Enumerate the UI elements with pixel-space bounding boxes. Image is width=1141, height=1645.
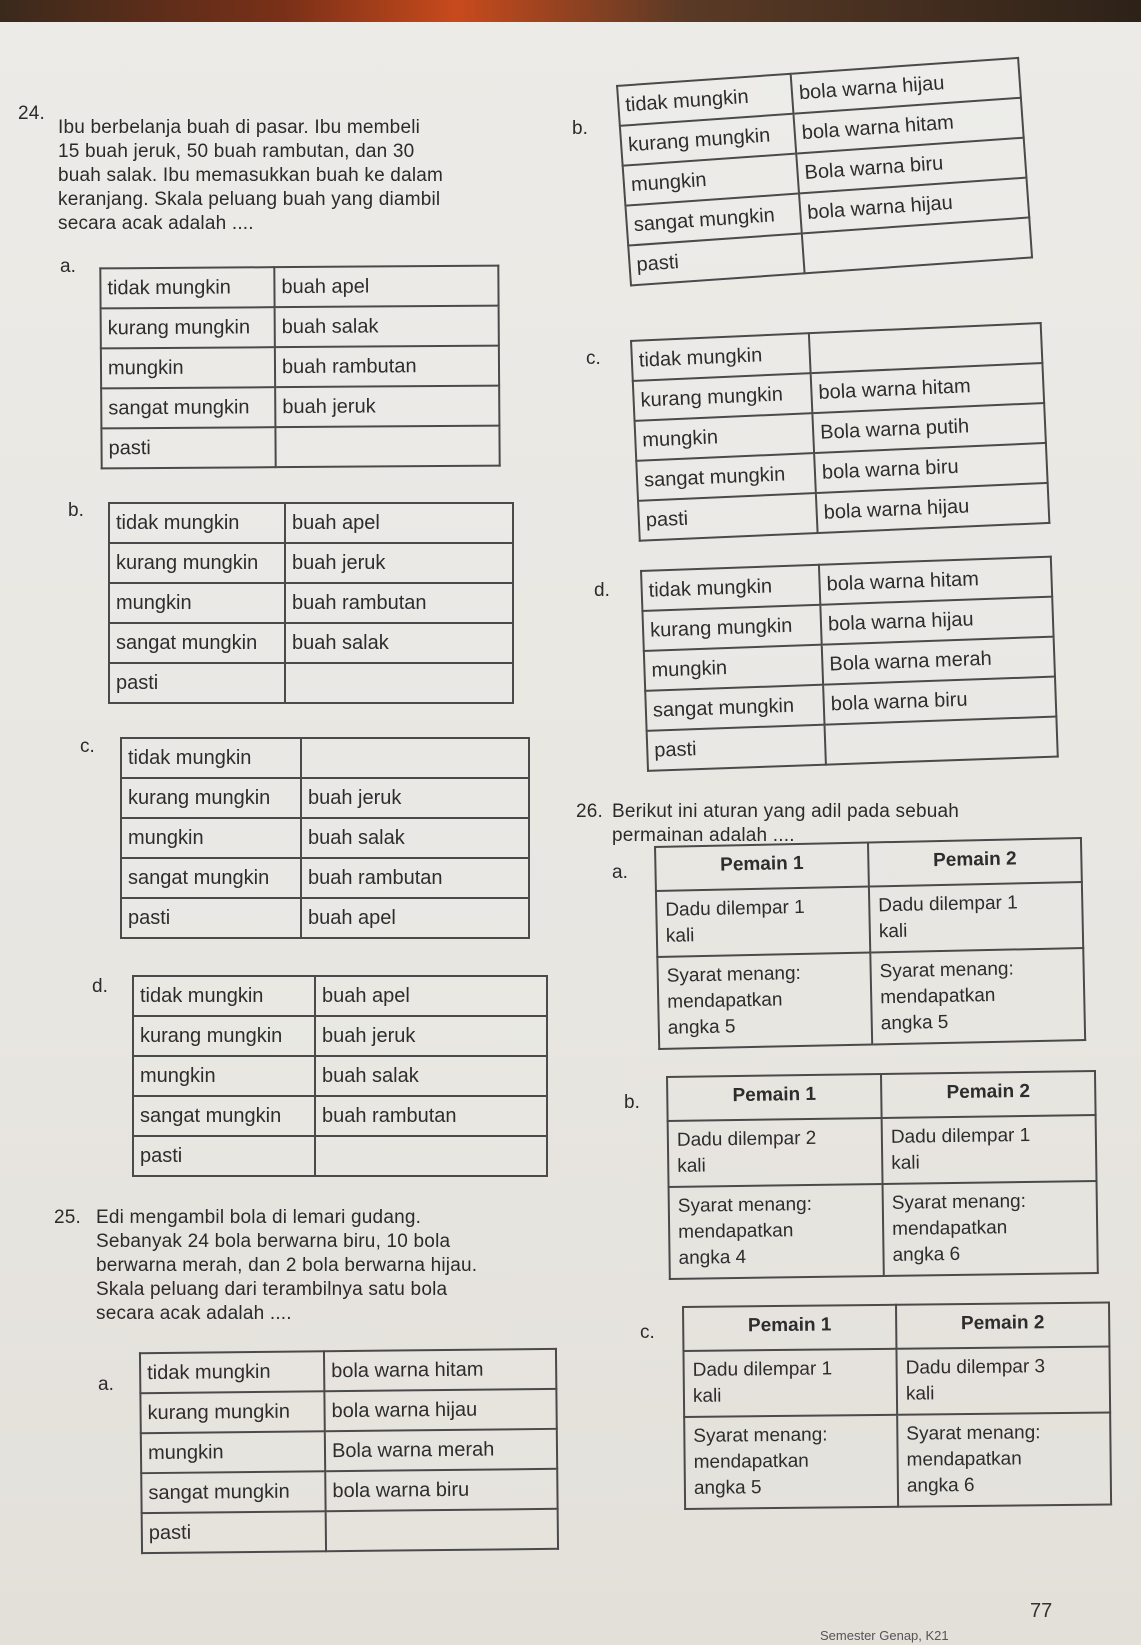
scale-value: buah apel (274, 266, 498, 308)
scale-value: bola warna hitam (819, 557, 1052, 605)
question-26-number: 26. (576, 801, 604, 822)
rule-cell: Dadu dilempar 1 kali (882, 1115, 1097, 1184)
table-row (121, 898, 529, 938)
scale-label: kurang mungkin (109, 543, 285, 583)
table-row (133, 1096, 547, 1136)
scale-label: kurang mungkin (133, 1016, 315, 1056)
scale-value: buah jeruk (301, 778, 529, 818)
scale-value: bola warna hijau (791, 58, 1021, 114)
q24-option-c-table[interactable] (120, 737, 530, 939)
q26-option-b-table[interactable] (666, 1070, 1099, 1280)
rule-cell: Syarat menang: mendapatkan angka 6 (883, 1181, 1098, 1276)
top-edge-photo-strip (0, 0, 1141, 22)
scale-value: buah salak (315, 1056, 547, 1096)
scale-value (315, 1136, 547, 1176)
table-row (109, 663, 513, 703)
scale-label: tidak mungkin (140, 1351, 324, 1393)
q25-option-b-label: b. (572, 118, 588, 139)
scale-value: buah jeruk (315, 1016, 547, 1056)
scale-value: bola warna hitam (811, 363, 1045, 413)
table-row (101, 426, 499, 469)
player-1-header: Pemain 1 (683, 1305, 896, 1351)
q24-option-d-label: d. (92, 976, 108, 997)
scale-value (301, 738, 529, 778)
q26-option-c-table[interactable] (682, 1302, 1112, 1510)
scale-label: mungkin (623, 154, 799, 206)
scale-label: sangat mungkin (625, 193, 801, 245)
scale-value: buah apel (301, 898, 529, 938)
scale-label: sangat mungkin (121, 858, 301, 898)
table-row (133, 976, 547, 1016)
scale-value: buah apel (285, 503, 513, 543)
scale-label: mungkin (133, 1056, 315, 1096)
scale-value: bola warna hijau (816, 483, 1050, 533)
q24-option-d-table[interactable] (132, 975, 548, 1177)
q25-option-d-table[interactable] (640, 556, 1059, 772)
scale-value: buah rambutan (285, 583, 513, 623)
table-row (109, 543, 513, 583)
rule-cell: Dadu dilempar 1 kali (656, 887, 870, 957)
scale-value: buah jeruk (285, 543, 513, 583)
scale-label: mungkin (101, 347, 275, 388)
table-row (101, 386, 499, 429)
question-26-text: Berikut ini aturan yang adil pada sebuah permainan adalah .... (612, 801, 960, 846)
scale-value (285, 663, 513, 703)
scale-label: sangat mungkin (109, 623, 285, 663)
table-row (667, 1071, 1096, 1121)
rule-cell: Syarat menang: mendapatkan angka 5 (684, 1415, 898, 1509)
scale-value: Bola warna biru (796, 138, 1026, 194)
scale-label: pasti (628, 233, 804, 285)
question-24-number: 24. (18, 103, 46, 124)
rule-cell: Dadu dilempar 1 kali (683, 1349, 897, 1417)
scale-label: tidak mungkin (100, 267, 274, 308)
q26-option-a-table[interactable] (654, 837, 1086, 1050)
scale-label: kurang mungkin (642, 605, 821, 651)
table-row (141, 1469, 557, 1513)
scale-label: tidak mungkin (121, 738, 301, 778)
scale-value: bola warna biru (325, 1469, 557, 1511)
scale-label: sangat mungkin (101, 387, 275, 428)
table-row (121, 738, 529, 778)
table-row (109, 623, 513, 663)
scale-value: bola warna hitam (793, 98, 1023, 154)
scale-label: pasti (647, 725, 826, 771)
table-row (121, 858, 529, 898)
q24-option-b-label: b. (68, 500, 84, 521)
table-row (142, 1509, 558, 1553)
table-row (669, 1181, 1098, 1279)
scale-label: sangat mungkin (645, 685, 824, 731)
scale-value: buah jeruk (275, 386, 499, 428)
player-2-header: Pemain 2 (896, 1303, 1109, 1349)
scale-value (825, 717, 1058, 765)
scale-value: buah salak (285, 623, 513, 663)
scale-label: tidak mungkin (109, 503, 285, 543)
scale-value: Bola warna putih (812, 403, 1046, 453)
scale-value: buah salak (275, 306, 499, 348)
player-1-header: Pemain 1 (667, 1074, 882, 1121)
scale-label: pasti (101, 427, 275, 468)
scale-label: tidak mungkin (631, 333, 811, 381)
table-row (121, 818, 529, 858)
question-25-number: 25. (54, 1207, 82, 1228)
scale-value: buah apel (315, 976, 547, 1016)
table-row (101, 346, 499, 389)
q24-option-a-table[interactable] (99, 265, 500, 470)
table-row (141, 1429, 557, 1473)
table-row (133, 1056, 547, 1096)
question-25-text: Edi mengambil bola di lemari gudang. Sebanyak 24 bola berwarna biru, 10 bola berwarna merah, dan 2 bola berwarna hijau. Skala peluang dari terambilnya satu bola secara acak adalah .... (96, 1207, 478, 1324)
table-row (656, 882, 1083, 957)
q26-option-b-label: b. (624, 1092, 640, 1113)
table-row (140, 1349, 556, 1393)
rule-cell: Syarat menang: mendapatkan angka 5 (870, 948, 1085, 1044)
scale-label: sangat mungkin (133, 1096, 315, 1136)
table-row (684, 1413, 1111, 1509)
q24-option-a-label: a. (60, 256, 76, 277)
rule-cell: Dadu dilempar 3 kali (896, 1347, 1110, 1415)
scale-label: mungkin (635, 413, 815, 461)
player-1-header: Pemain 1 (655, 843, 869, 891)
scale-value: bola warna biru (814, 443, 1048, 493)
scale-label: kurang mungkin (633, 373, 813, 421)
rule-cell: Syarat menang: mendapatkan angka 5 (657, 952, 872, 1048)
rule-cell: Syarat menang: mendapatkan angka 6 (897, 1413, 1111, 1507)
q25-option-c-table[interactable] (630, 322, 1050, 542)
scale-label: sangat mungkin (636, 453, 816, 501)
table-row (683, 1303, 1109, 1351)
player-2-header: Pemain 2 (881, 1071, 1096, 1118)
player-2-header: Pemain 2 (868, 838, 1082, 886)
scale-label: pasti (638, 493, 818, 541)
q24-option-b-table[interactable] (108, 502, 514, 704)
q24-option-c-label: c. (80, 736, 95, 757)
table-row (133, 1016, 547, 1056)
table-row (109, 583, 513, 623)
scale-value (275, 426, 499, 468)
q25-option-c-label: c. (586, 348, 601, 369)
table-row (683, 1347, 1110, 1417)
table-row (101, 306, 499, 349)
table-row (121, 778, 529, 818)
scale-label: pasti (109, 663, 285, 703)
scale-value: bola warna hijau (799, 178, 1029, 234)
rule-cell: Syarat menang: mendapatkan angka 4 (669, 1184, 884, 1279)
table-row (100, 266, 498, 309)
page-footer: Semester Genap, K21 (820, 1628, 949, 1643)
scale-label: pasti (133, 1136, 315, 1176)
q25-option-a-table[interactable] (139, 1348, 559, 1554)
table-row (109, 503, 513, 543)
scale-value: buah rambutan (275, 346, 499, 388)
scale-label: mungkin (121, 818, 301, 858)
scale-value (326, 1509, 558, 1551)
scale-label: tidak mungkin (617, 74, 793, 126)
table-row (668, 1115, 1097, 1187)
table-row (657, 948, 1085, 1049)
scale-value: Bola warna merah (325, 1429, 557, 1471)
scale-value: bola warna hitam (324, 1349, 556, 1391)
q25-option-a-label: a. (98, 1374, 114, 1395)
scale-label: tidak mungkin (641, 565, 820, 611)
scale-label: kurang mungkin (140, 1391, 324, 1433)
scale-label: mungkin (644, 645, 823, 691)
scale-label: kurang mungkin (121, 778, 301, 818)
scale-value: buah rambutan (301, 858, 529, 898)
scale-label: mungkin (141, 1431, 325, 1473)
page-number: 77 (1030, 1600, 1053, 1622)
scale-label: mungkin (109, 583, 285, 623)
scale-value: buah salak (301, 818, 529, 858)
table-row (133, 1136, 547, 1176)
scale-value: bola warna hijau (820, 597, 1053, 645)
q25-option-d-label: d. (594, 580, 610, 601)
scale-label: sangat mungkin (141, 1471, 325, 1513)
question-24-text: Ibu berbelanja buah di pasar. Ibu membeli 15 buah jeruk, 50 buah rambutan, dan 30 buah salak. Ibu memasukkan buah ke dalam keranjang. Skala peluang buah yang diambil secara acak adalah .... (58, 117, 444, 234)
rule-cell: Dadu dilempar 2 kali (668, 1118, 883, 1187)
scale-value: bola warna hijau (324, 1389, 556, 1431)
scale-label: pasti (142, 1511, 326, 1553)
scale-value: buah rambutan (315, 1096, 547, 1136)
scale-value: bola warna biru (823, 677, 1056, 725)
scale-label: kurang mungkin (620, 114, 796, 166)
rule-cell: Dadu dilempar 1 kali (869, 882, 1083, 952)
scale-label: pasti (121, 898, 301, 938)
q26-option-c-label: c. (640, 1322, 655, 1343)
table-row (140, 1389, 556, 1433)
q26-option-a-label: a. (612, 862, 628, 883)
scale-value: Bola warna merah (822, 637, 1055, 685)
scale-label: tidak mungkin (133, 976, 315, 1016)
scale-label: kurang mungkin (101, 307, 275, 348)
q25-option-b-table[interactable] (616, 57, 1033, 287)
